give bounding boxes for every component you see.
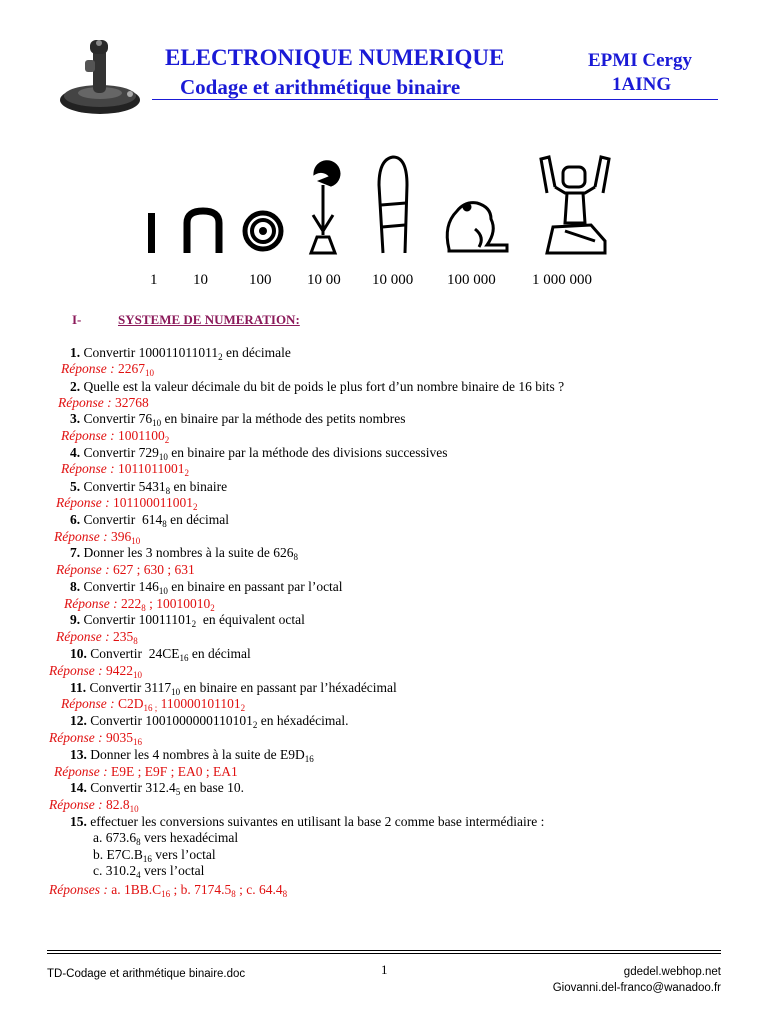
- exercise-question: 4. Convertir $729_{10}$ en binaire par la méthode des divisions successives: [70, 445, 448, 462]
- exercise-question: 6. Convertir $614_8$ en décimal: [70, 512, 229, 529]
- exercise-answer: Réponse : 32768: [58, 395, 149, 410]
- footer-rule: [47, 950, 721, 951]
- class-name: 1AING: [612, 74, 672, 95]
- footer-filename: TD-Codage et arithmétique binaire.doc: [47, 968, 246, 980]
- stroke-glyph: [148, 213, 155, 253]
- kneeling-man-glyph: [541, 157, 609, 253]
- exercise-question: 13. Donner les 4 nombres à la suite de $E9D_{16}$: [70, 747, 314, 764]
- exercise-answer: Réponse : $9035_{16}$: [49, 730, 142, 747]
- document-title: ELECTRONIQUE NUMERIQUE: [165, 45, 505, 70]
- numeral-label: 10: [193, 272, 208, 288]
- egyptian-numerals-figure: [135, 145, 655, 265]
- numeral-label: 10 000: [372, 272, 414, 288]
- page-number: 1: [381, 962, 388, 977]
- exercise-answer: Réponse : $222_8$ ; $10010010_2$: [64, 596, 215, 613]
- numeral-label: 1 000 000: [532, 272, 592, 288]
- exercise-answer: Réponse : 627 ; 630 ; 631: [56, 562, 195, 577]
- section-title: SYSTEME DE NUMERATION:: [118, 312, 300, 327]
- exercise-answer: Réponse : E9E ; E9F ; EA0 ; EA1: [54, 764, 238, 779]
- exercise-answer: Réponse : $9422_{10}$: [49, 663, 142, 680]
- frog-glyph: [447, 203, 507, 251]
- exercise-subitem: a. $673.6_8$ vers hexadécimal: [93, 830, 239, 847]
- numeral-label: 100 000: [447, 272, 496, 288]
- exercise-answer: Réponse : $2267_{10}$: [61, 361, 154, 378]
- exercise-question: 8. Convertir $146_{10}$ en binaire en passant par l’octal: [70, 579, 343, 596]
- exercise-question: 1. Convertir $100011011011_2$ en décimale: [70, 345, 291, 362]
- numeral-label: 100: [249, 272, 272, 288]
- numeral-label: 1: [150, 272, 158, 288]
- exercise-question: 9. Convertir $10011101_2$ en équivalent octal: [70, 612, 305, 629]
- finger-glyph: [379, 157, 407, 253]
- section-number: I-: [72, 312, 82, 327]
- exercise-answer: Réponse : $C2D_{16 ;}$ $110000101101_2$: [61, 696, 246, 713]
- footer-rule: [47, 953, 721, 954]
- exercise-question: 14. Convertir $312.4_5$ en base 10.: [70, 780, 244, 797]
- exercise-subitem: b. $E7C.B_{16}$ vers l’octal: [93, 847, 216, 864]
- footer-email: Giovanni.del-franco@wanadoo.fr: [552, 982, 721, 994]
- exercise-answer: Réponse : $1011011001_2$: [61, 461, 189, 478]
- exercise-question: 2. Quelle est la valeur décimale du bit de poids le plus fort d’un nombre binaire de 16 bits ?: [70, 379, 565, 394]
- exercise-answer: Réponse : $82.8_{10}$: [49, 797, 139, 814]
- numeral-label: 10 00: [307, 272, 341, 288]
- exercise-question: 10. Convertir $24CE_{16}$ en décimal: [70, 646, 251, 663]
- exercise-question: 11. Convertir $3117_{10}$ en binaire en passant par l’héxadécimal: [70, 680, 397, 697]
- coil-glyph: [245, 213, 281, 249]
- lotus-glyph: [311, 162, 339, 253]
- exercise-subitem: c. $310.2_4$ vers l’octal: [93, 863, 205, 880]
- exercise-question: 7. Donner les 3 nombres à la suite de $626_8$: [70, 545, 298, 562]
- exercise-question: 5. Convertir $5431_8$ en binaire: [70, 479, 228, 496]
- exercise-question: 12. Convertir $1001000000110101_2$ en héxadécimal.: [70, 713, 349, 730]
- document-subtitle: Codage et arithmétique binaire: [180, 75, 461, 99]
- exercise-answer: Réponse : $396_{10}$: [54, 529, 141, 546]
- exercise-answer: Réponse : $1001100_2$: [61, 428, 170, 445]
- joystick-icon: [55, 30, 145, 120]
- exercise-answer: Réponse : $235_8$: [56, 629, 138, 646]
- school-name: EPMI Cergy: [588, 50, 692, 71]
- footer-site: gdedel.webhop.net: [623, 966, 721, 978]
- header-divider: [152, 99, 718, 100]
- heel-bone-glyph: [187, 211, 219, 253]
- exercise-question: 15. effectuer les conversions suivantes en utilisant la base 2 comme base intermédiaire :: [70, 814, 545, 829]
- exercise-question: 3. Convertir $76_{10}$ en binaire par la méthode des petits nombres: [70, 411, 406, 428]
- exercise-answer: Réponse : $101100011001_2$: [56, 495, 198, 512]
- final-answer: Réponses : a. $1BB.C_{16}$ ; b. $7174.5_8$ ; c. $64.4_8$: [49, 882, 288, 899]
